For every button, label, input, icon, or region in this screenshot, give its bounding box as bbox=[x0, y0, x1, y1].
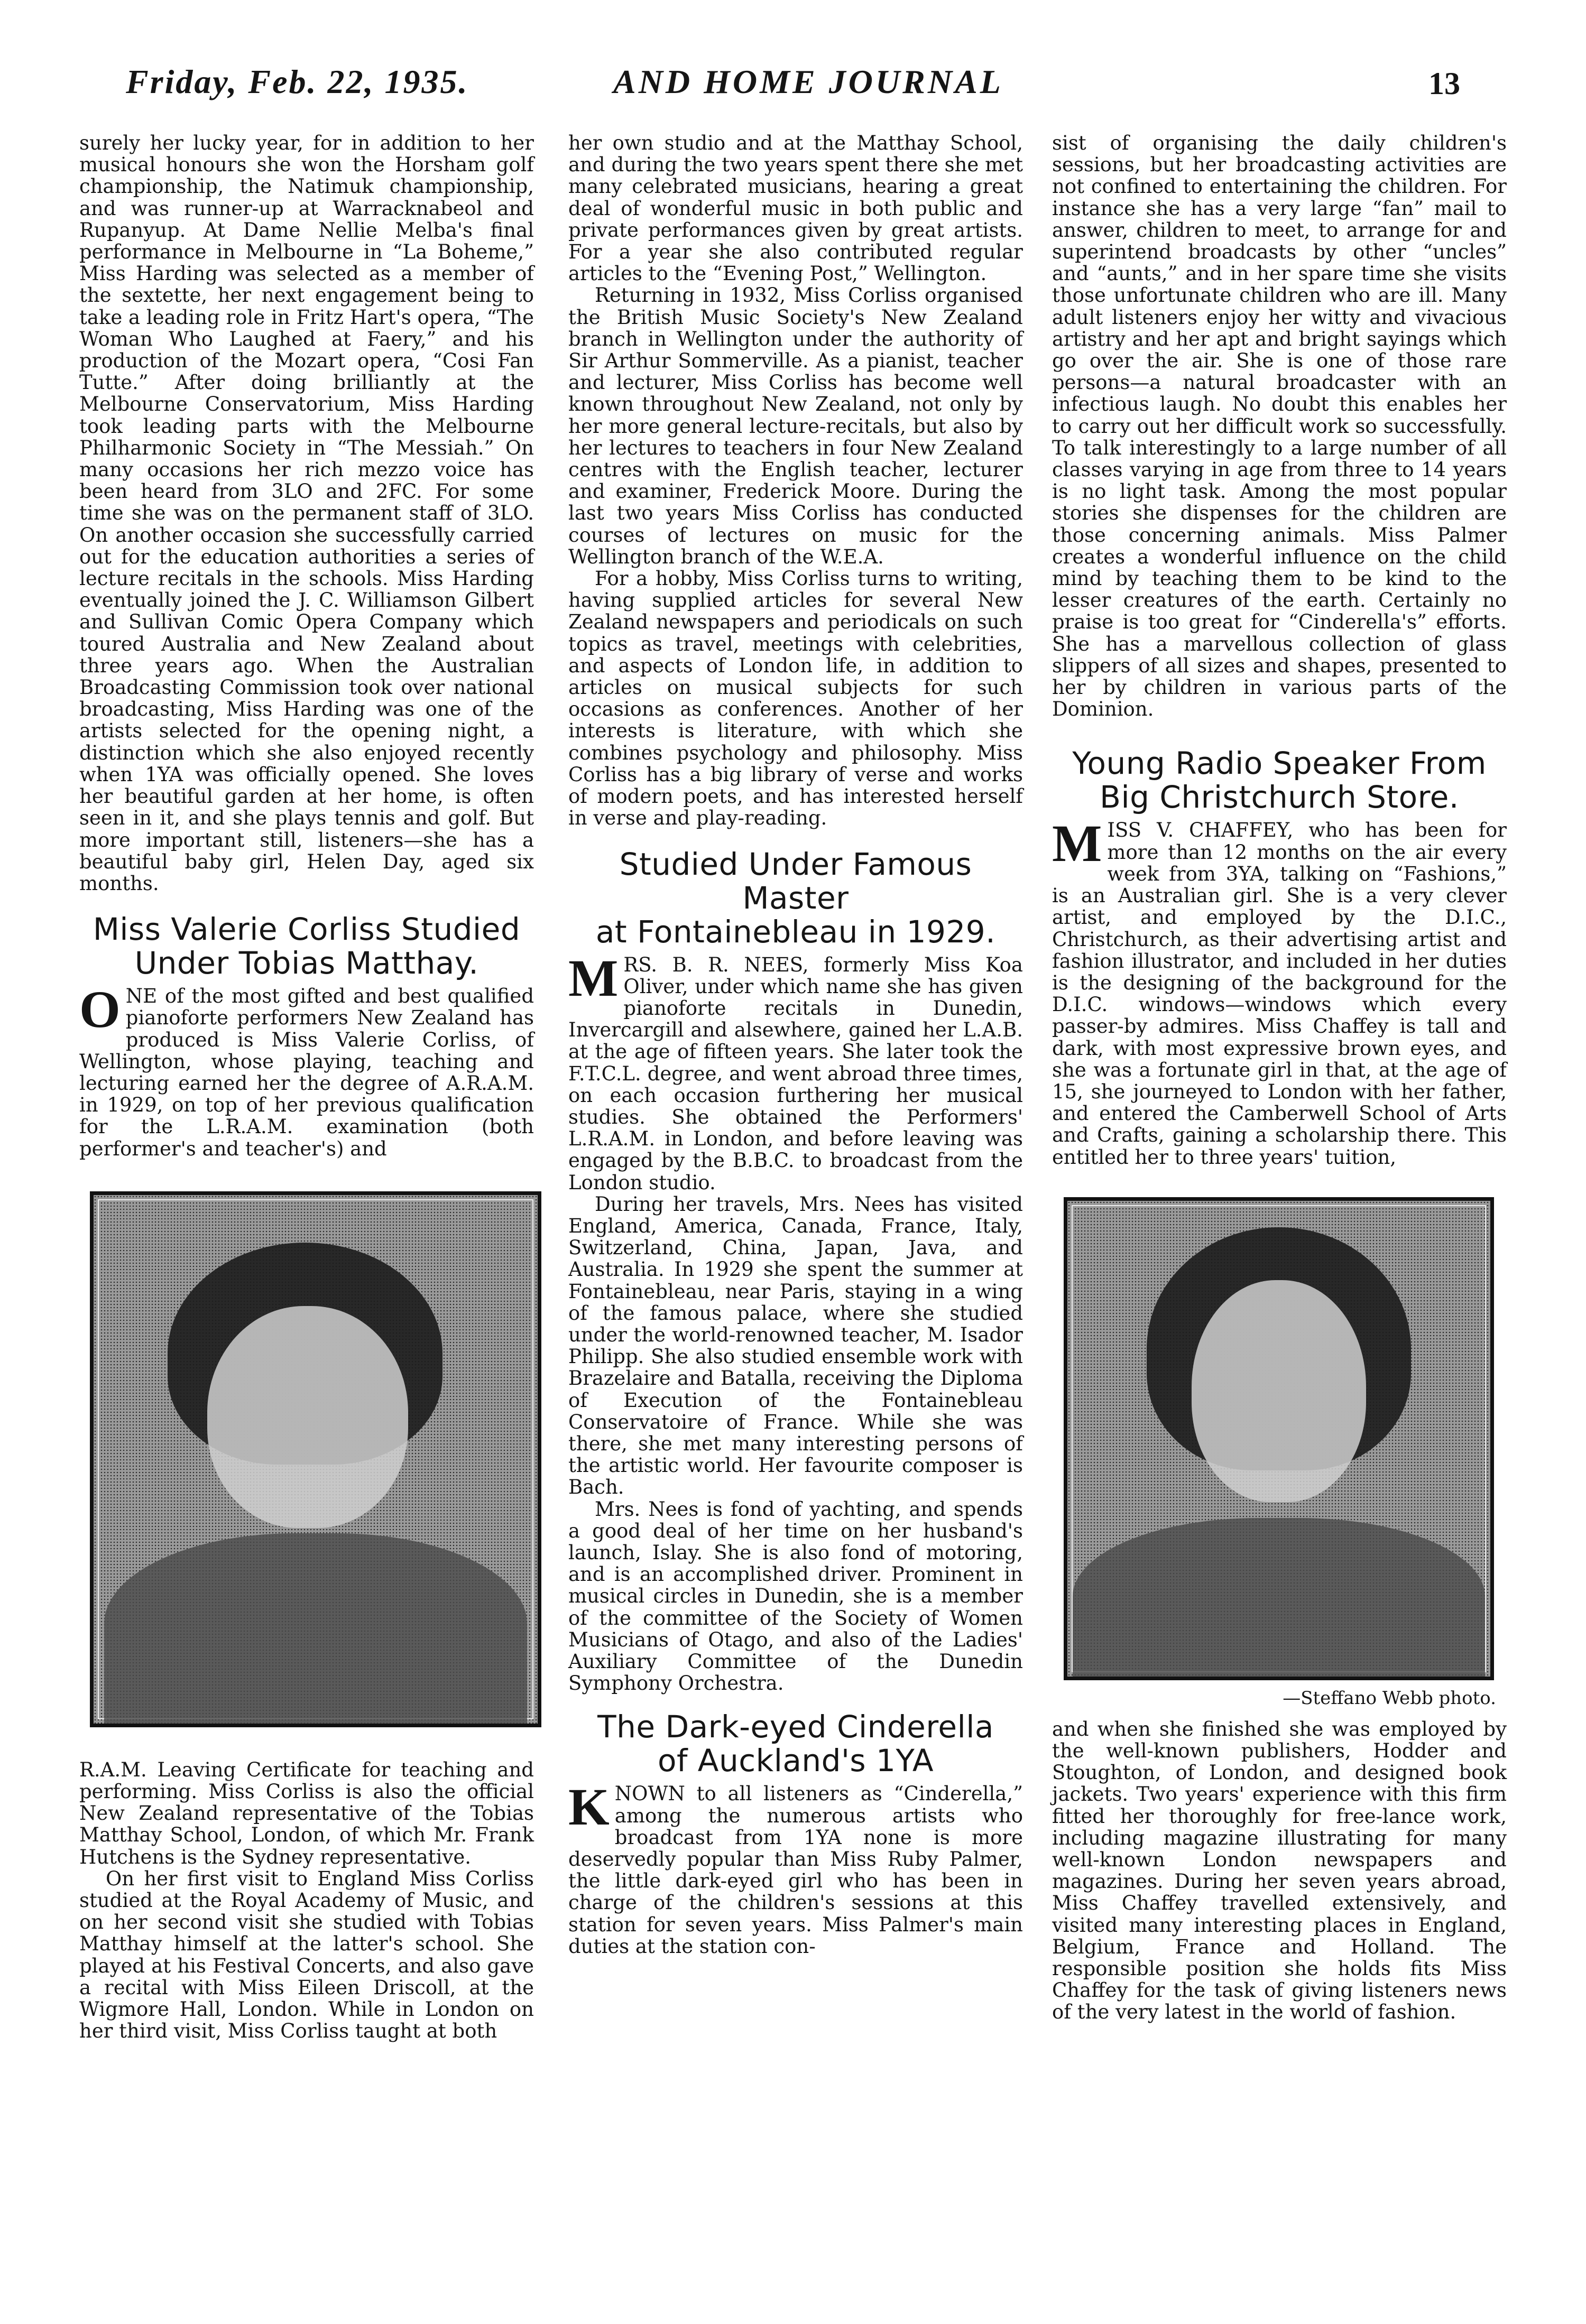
corliss-lead-paragraph bbox=[79, 980, 534, 1160]
corliss-headline-line-1: Miss Valerie Corliss Studied bbox=[93, 911, 521, 948]
chaffey-after-photo-text: and when she finished she was employed by the well-known publishers, Hodder and Stoughton, of London, and designed book jackets. Two years' experience with this firm fitted her thoroughly for free-lance work, including magazine illustrating for many well-known London newspapers and magazines. During her seven years abroad, Miss Chaffey travelled extensively, and visited many interesting places in England, Belgium, France and Holland. The responsible position she holds fits Miss Chaffey for the task of giving listeners news of the very latest in the world of fashion. bbox=[1052, 1717, 1507, 2024]
corliss-headline-line-2: Under Tobias Matthay. bbox=[134, 945, 479, 982]
corliss-paragraph-4: For a hobby, Miss Corliss turns to writing, having supplied articles for several New Zealand newspapers and periodicals on such topics as travel, meetings with celebrities, and aspects of London life, in addition to articles on musical subjects for such occasions as conferences. Another of her interests is literature, with which she combines psychology and philosophy. Miss Corliss has a big library of verse and works of modern poets, and has interested herself in verse and play-reading. bbox=[568, 567, 1023, 830]
page-number: 13 bbox=[1428, 66, 1460, 101]
palmer-column-3-continuation: sist of organising the daily children's sessions, but her broadcasting activities are not confined to entertaining the children. For instance she has a very large “fan” mail to answer, children to meet, to arrange for and superintend broadcasts by other “uncles” and “aunts,” and in her spare time she visits those unfortunate children who are ill. Many adult listeners enjoy her witty and vivacious artistry and her apt and bright sayings which go over the air. She is one of those rare persons—a natural broadcaster with an infectious laugh. No doubt this enables her to carry out her difficult work so successfully. To talk interestingly to a large number of all classes varying in age from three to 14 years is no light task. Among the most popular stories she dispenses for the children are those concerning animals. Miss Palmer creates a wonderful influence on the child mind by teaching them to be kind to the lesser creatures of the earth. Certainly no praise is too great for “Cinderella's” efforts. She has a marvellous collection of glass slippers of all sizes and shapes, presented to her by children in various parts of the Dominion. bbox=[1052, 132, 1507, 721]
palmer-lead-paragraph bbox=[568, 1777, 1023, 1958]
nees-drop-cap: M bbox=[568, 948, 619, 1007]
nees-lead-text: RS. B. R. NEES, formerly Miss Koa Oliver, under which name she has given pianoforte recitals in Dunedin, Invercargill and alsewhere, gained her L.A.B. at the age of fifteen years. She later took the F.T.C.L. degree, and went abroad three times, on each occasion furthering her musical studies. She obtained the Performers' L.R.A.M. in London, and before leaving was engaged by the B.B.C. to broadcast from the London studio. bbox=[568, 953, 1023, 1194]
palmer-headline-line-1: The Dark-eyed Cinderella bbox=[597, 1709, 994, 1745]
nees-headline-line-2: at Fontainebleau in 1929. bbox=[595, 913, 996, 950]
corliss-column-2-continuation: her own studio and at the Matthay School, and during the two years spent there she met many celebrated musicians, hearing a great deal of wonderful music in both public and private performances given by great artists. For a year she also contributed regular articles to the “Evening Post,” Wellington. bbox=[568, 132, 1023, 285]
column-2 bbox=[568, 132, 1023, 1957]
chaffey-drop-cap: M bbox=[1052, 814, 1102, 873]
corliss-drop-cap: O bbox=[79, 980, 121, 1039]
page-header bbox=[0, 62, 1586, 110]
column-1 bbox=[79, 132, 534, 2042]
palmer-lead-text: NOWN to all listeners as “Cinderella,” among the numerous artists who broadcast from 1YA none is more deservedly popular than Miss Ruby Palmer, the little dark-eyed girl who has been in charge of the children's sessions at this station for seven years. Miss Palmer's main duties at the station con- bbox=[568, 1782, 1023, 1958]
chaffey-headline-line-2: Big Christchurch Store. bbox=[1100, 779, 1459, 816]
chaffey-lead-text: ISS V. CHAFFEY, who has been for more than 12 months on the air every week from 3YA, talking on “Fashions,” is an Australian girl. She is a very clever artist, and employed by the D.I.C., Christchurch, as their advertising artist and fashion illustrator, and included in her duties is the designing of the background for the D.I.C. windows—windows which every passer-by admires. Miss Chaffey is tall and dark, with most expressive brown eyes, and she was a fortunate girl in that, at the age of 15, she journeyed to London with her father, and entered the Camberwell School of Arts and Crafts, gaining a scholarship there. This entitled her to three years' tuition, bbox=[1052, 819, 1507, 1169]
nees-paragraph-3: Mrs. Nees is fond of yachting, and spends a good deal of her time on her husband's launch, Islay. She is also fond of motoring, and is an accomplished driver. Prominent in musical circles in Dunedin, she is a member of the committee of the Society of Women Musicians of Otago, and also of the Ladies' Auxiliary Committee of the Dunedin Symphony Orchestra. bbox=[568, 1497, 1023, 1695]
nees-headline-line-1: Studied Under Famous Master bbox=[619, 846, 972, 916]
publication-title: AND HOME JOURNAL bbox=[613, 63, 1003, 100]
corliss-lead-text: NE of the most gifted and best qualified pianoforte performers New Zealand has produced is Miss Valerie Corliss, of Wellington, whose playing, teaching and lecturing earned her the degree of A.R.A.M. in 1929, on top of her previous qualification for the L.R.A.M. examination (both performer's and teacher's) and bbox=[79, 985, 534, 1160]
harding-article-continuation: surely her lucky year, for in addition to her musical honours she won the Horsham golf championship, the Natimuk championship, and was runner-up at Warracknabeol and Rupanyup. At Dame Nellie Melba's final performance in Melbourne in “La Boheme,” Miss Harding was selected as a member of the sextette, her next engagement being to take a leading role in Fritz Hart's opera, “The Woman Who Laughed at Faery,” and his production of the Mozart opera, “Cosi Fan Tutte.” After doing brilliantly at the Melbourne Conservatorium, Miss Harding took leading parts with the Melbourne Philharmonic Society in “The Messiah.” On many occasions her rich mezzo voice has been heard from 3LO and 2FC. For some time she was on the permanent staff of 3LO. On another occasion she successfully carried out for the education authorities a series of lecture recitals in the schools. Miss Harding eventually joined the J. C. Williamson Gilbert and Sullivan Comic Opera Company which toured Australia and New Zealand about three years ago. When the Australian Broadcasting Commission took over national broadcasting, Miss Harding was one of the artists selected for the opening night, a distinction which she also enjoyed recently when 1YA was officially opened. She loves her beautiful garden at her home, is often seen in it, and she plays tennis and golf. But more important still, listeners—she has a beautiful baby girl, Helen Day, aged six months. bbox=[79, 132, 534, 895]
corliss-portrait-photo bbox=[90, 1191, 541, 1727]
palmer-headline-line-2: of Auckland's 1YA bbox=[657, 1743, 934, 1779]
photo-credit: —Steffano Webb photo. bbox=[1283, 1687, 1496, 1709]
column-3 bbox=[1052, 132, 1507, 2023]
palmer-headline bbox=[568, 1710, 1023, 1777]
nees-headline bbox=[568, 847, 1023, 949]
corliss-paragraph-2: On her first visit to England Miss Corliss studied at the Royal Academy of Music, and on her second visit she studied with Tobias Matthay himself at the latter's school. She played at his Festival Concerts, and also gave a recital with Miss Eileen Driscoll, at the Wigmore Hall, London. While in London on her third visit, Miss Corliss taught at both bbox=[79, 1867, 534, 2043]
nees-paragraph-2: During her travels, Mrs. Nees has visited England, America, Canada, France, Italy, Switzerland, China, Japan, Java, and Australia. In 1929 she spent the summer at Fontainebleau, near Paris, staying in a wing of the famous palace, where she studied under the world-renowned teacher, M. Isador Philipp. She also studied ensemble work with Brazelaire and Batalla, receiving the Diploma of Execution of the Fontainebleau Conservatoire of France. While she was there, she met many interesting persons of the artistic world. Her favourite composer is Bach. bbox=[568, 1192, 1023, 1499]
nees-lead-paragraph bbox=[568, 948, 1023, 1194]
corliss-headline bbox=[79, 912, 534, 980]
chaffey-headline bbox=[1052, 746, 1507, 814]
corliss-paragraph-3: Returning in 1932, Miss Corliss organised the British Music Society's New Zealand branch in Wellington under the authority of Sir Arthur Sommerville. As a pianist, teacher and lecturer, Miss Corliss has become well known throughout New Zealand, not only by her more general lecture-recitals, but also by her lectures to teachers in four New Zealand centres with the English teacher, lecturer and examiner, Frederick Moore. During the last two years Miss Corliss has conducted courses of lectures on music for the Wellington branch of the W.E.A. bbox=[568, 284, 1023, 568]
chaffey-headline-line-1: Young Radio Speaker From bbox=[1072, 745, 1487, 782]
issue-date: Friday, Feb. 22, 1935. bbox=[126, 63, 469, 100]
corliss-after-photo-text: R.A.M. Leaving Certificate for teaching and performing. Miss Corliss is also the official New Zealand representative of the Tobias Matthay School, London, of which Mr. Frank Hutchens is the Sydney representative. bbox=[79, 1758, 534, 1868]
palmer-drop-cap: K bbox=[568, 1777, 610, 1837]
chaffey-portrait-photo bbox=[1064, 1197, 1494, 1680]
chaffey-lead-paragraph bbox=[1052, 814, 1507, 1169]
